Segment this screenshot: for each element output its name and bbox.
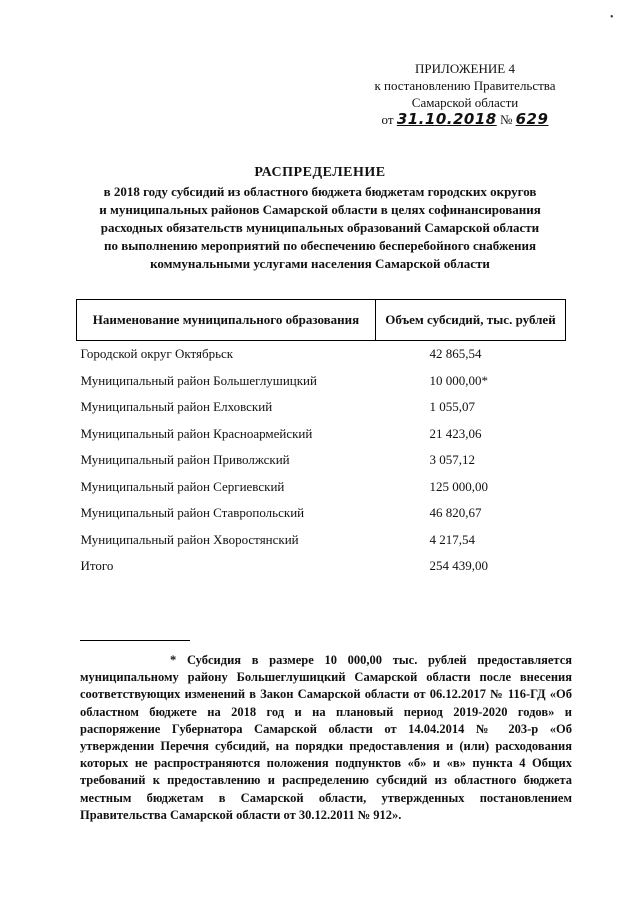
footnote-text: * Субсидия в размере 10 000,00 тыс. рублей предоставляется муниципальному району Большеглушицкий Самарской области после внесения соответствующих изменений в Закон Самарской области от 06.12.2017 № 116-ГД «Об областном бюджете на 2018 год и на плановый период 2019-2020 годов» и распоряжение Губернатора Самарской области от 14.04.2014 № 203-р «Об утверждении Перечня субсидий, на порядки предоставления и (или) расходования которых не распространяются положения подпунктов «б» и «в» пункта 4 Общих требований к предоставлению и распределению субсидий из областного бюджета местным бюджетам в Самарской области, утвержденных постановлением Правительства Самарской области от 30.12.2011 № 912». [80,653,572,822]
document-title: РАСПРЕДЕЛЕНИЕ [254,165,386,180]
appendix-line-3: Самарской области [411,95,519,110]
row-value: 1 055,07 [429,399,475,415]
row-value: 125 000,00 [429,478,488,494]
handwritten-date: 31.10.2018 [396,110,497,128]
row-name: Муниципальный район Приволжский [80,452,290,468]
row-name: Муниципальный район Красноармейский [80,425,313,441]
from-label: от [381,112,394,127]
row-value: 3 057,12 [429,452,475,468]
subtitle-line: коммунальными услугами населения Самарской области [150,256,490,271]
handwritten-number: 629 [515,110,549,128]
appendix-block [360,60,570,128]
row-value: 10 000,00* [429,372,488,388]
total-row [77,553,566,580]
row-value: 21 423,06 [429,425,482,441]
column-header-amount: Объем субсидий, тыс. рублей [376,300,566,341]
table-row [77,500,566,527]
table-row [77,394,566,421]
table-row [77,527,566,554]
appendix-title: ПРИЛОЖЕНИЕ 4 [415,61,515,76]
row-name: Муниципальный район Большеглушицкий [80,372,317,388]
subsidy-table [76,299,566,580]
subtitle-line: по выполнению мероприятий по обеспечению бесперебойного снабжения [103,238,537,253]
row-name: Муниципальный район Хворостянский [80,531,299,547]
table-row [77,368,566,395]
column-header-name: Наименование муниципального образования [77,300,376,341]
row-value: 46 820,67 [429,505,482,521]
subtitle-line: и муниципальных районов Самарской области в целях софинансирования [99,202,541,217]
row-name: Городской округ Октябрьск [80,346,234,362]
number-label: № [499,112,513,127]
table-header-row [77,300,566,341]
subtitle-line: в 2018 году субсидий из областного бюджета бюджетам городских округов [103,184,537,199]
row-name: Муниципальный район Ставропольский [80,505,305,521]
corner-mark: • [610,12,614,23]
row-value: 4 217,54 [429,531,475,547]
table-row [77,421,566,448]
appendix-date-line [360,111,570,128]
footnote-divider [80,640,190,641]
row-name: Муниципальный район Елховский [80,399,273,415]
row-name: Муниципальный район Сергиевский [80,478,285,494]
appendix-line-2: к постановлению Правительства [374,78,556,93]
table-row [77,474,566,501]
total-label: Итого [80,558,114,574]
table-row [77,447,566,474]
table-row [77,341,566,368]
total-value: 254 439,00 [429,558,488,574]
document-subtitle [60,183,580,273]
subtitle-line: расходных обязательств муниципальных образований Самарской области [100,220,540,235]
row-value: 42 865,54 [429,346,482,362]
